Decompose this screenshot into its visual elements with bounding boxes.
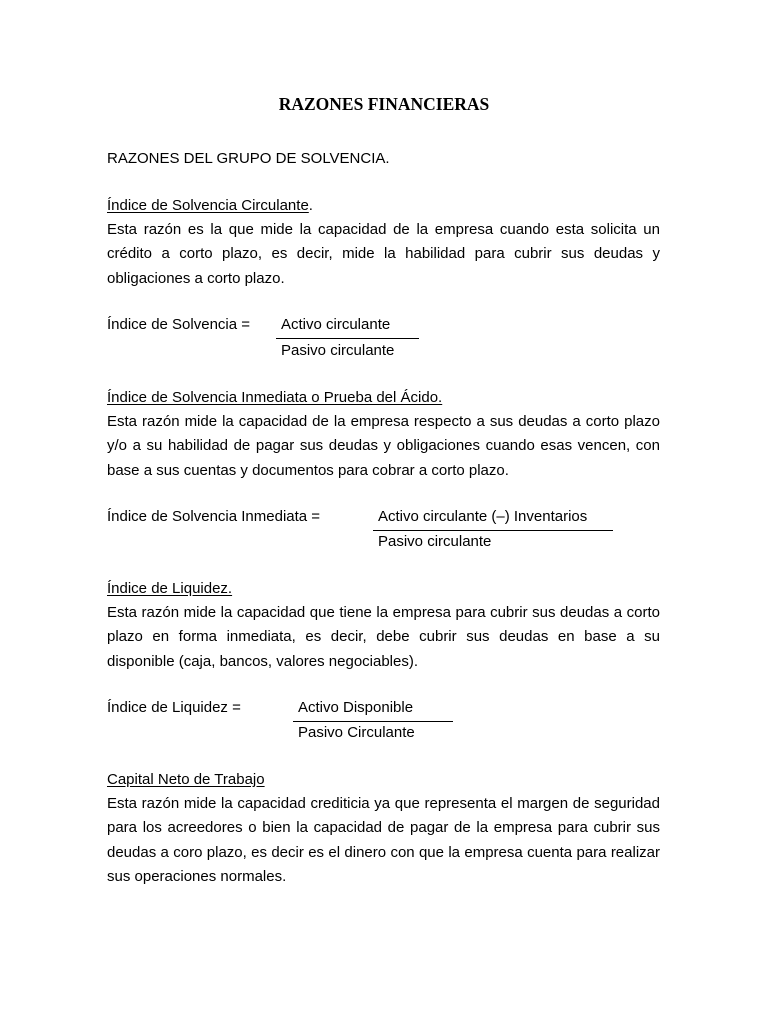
formula-numerator-liquidez: Activo Disponible — [298, 699, 414, 716]
document-title: RAZONES FINANCIERAS — [278, 94, 490, 114]
section-heading-text: Índice de Solvencia Inmediata o Prueba del Ácido. — [107, 389, 443, 406]
formula-label-solvencia-inmediata: Índice de Solvencia Inmediata = — [107, 508, 321, 525]
section-heading-text: Índice de Liquidez. — [107, 580, 233, 597]
group-heading: RAZONES DEL GRUPO DE SOLVENCIA. — [107, 150, 390, 167]
section-heading-solvencia-circulante — [107, 194, 313, 218]
section-heading-text: Índice de Solvencia Circulante — [107, 197, 309, 214]
formula-numerator-solvencia: Activo circulante — [281, 316, 391, 333]
formula-numerator-solvencia-inmediata: Activo circulante (–) Inventarios — [378, 508, 588, 525]
section-body-liquidez: Esta razón mide la capacidad que tiene la empresa para cubrir sus deudas a corto plazo en forma inmediata, es decir, debe cubrir sus deudas en base a su disponible (caja, bancos, valores negociables). — [107, 604, 660, 670]
section-heading-liquidez — [107, 577, 232, 601]
section-heading-solvencia-inmediata — [107, 386, 442, 410]
section-body-solvencia-circulante: Esta razón es la que mide la capacidad de la empresa cuando esta solicita un crédito a corto plazo, es decir, mide la habilidad para cubrir sus deudas y obligaciones a corto plazo. — [107, 221, 660, 287]
section-heading-suffix: . — [308, 197, 313, 214]
section-heading-capital-neto — [107, 768, 265, 792]
section-heading-text: Capital Neto de Trabajo — [107, 771, 265, 788]
formula-denominator-solvencia: Pasivo circulante — [281, 342, 395, 359]
section-body-solvencia-inmediata: Esta razón mide la capacidad de la empresa respecto a sus deudas a corto plazo y/o a su habilidad de pagar sus deudas y obligaciones cuando esas vencen, con base a sus cuentas y documentos para cobrar a corto plazo. — [107, 413, 660, 479]
formula-label-liquidez: Índice de Liquidez = — [107, 699, 241, 716]
formula-denominator-liquidez: Pasivo Circulante — [298, 724, 415, 741]
section-body-capital-neto: Esta razón mide la capacidad crediticia ya que representa el margen de seguridad para los acreedores o bien la capacidad de pagar de la empresa para cubrir sus deudas a coro plazo, es decir es el dinero con que la empresa cuenta para realizar sus operaciones normales. — [107, 795, 660, 885]
formula-label-solvencia: Índice de Solvencia = — [107, 316, 251, 333]
formula-denominator-solvencia-inmediata: Pasivo circulante — [378, 533, 492, 550]
